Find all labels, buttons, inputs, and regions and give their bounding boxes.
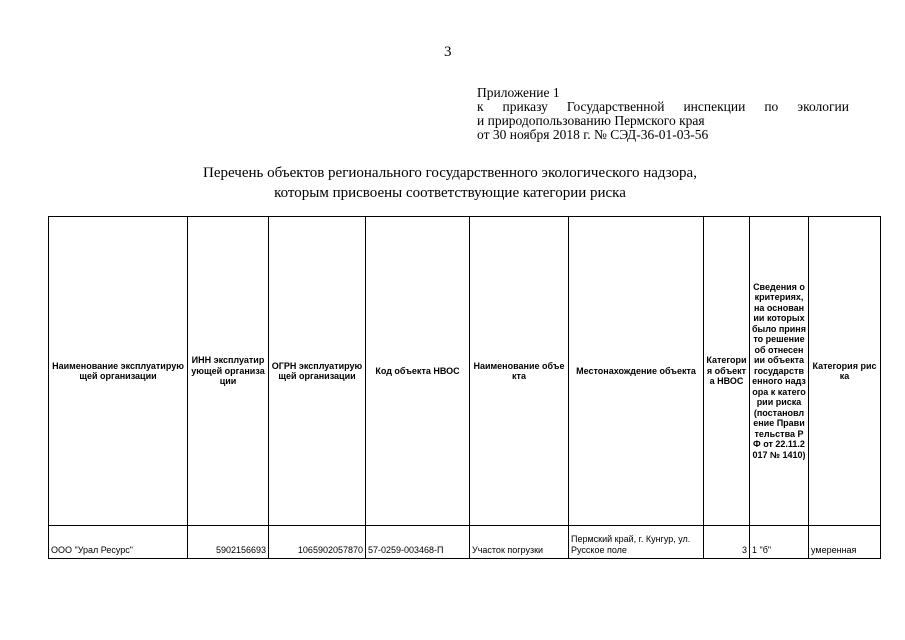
header-code: Код объекта НВОС xyxy=(366,217,470,526)
title-line-2: которым присвоены соответствующие категории риска xyxy=(274,185,626,201)
page-number: 3 xyxy=(444,44,452,60)
cell-code: 57-0259-003468-П xyxy=(366,526,470,559)
header-org: Наименование эксплуатирующей организации xyxy=(49,217,188,526)
cell-criteria: 1 "б" xyxy=(750,526,809,559)
appendix-line-4: от 30 ноября 2018 г. № СЭД-36-01-03-56 xyxy=(477,127,709,142)
appendix-line-3: и природопользованию Пермского края xyxy=(477,113,705,128)
header-criteria: Сведения о критериях, на основании которых было принято решение об отнесении объекта государственного надзора к категории риска (постановление Правительства РФ от 22.11.2017 № 1410) xyxy=(750,217,809,526)
cell-location: Пермский край, г. Кунгур, ул. Русское поле xyxy=(569,526,704,559)
header-category: Категория объекта НВОС xyxy=(704,217,750,526)
appendix-line-1: Приложение 1 xyxy=(477,85,560,100)
cell-object-name: Участок погрузки xyxy=(470,526,569,559)
header-object-name: Наименование объекта xyxy=(470,217,569,526)
cell-inn: 5902156693 xyxy=(188,526,269,559)
cell-ogrn: 1065902057870 xyxy=(269,526,366,559)
appendix-header xyxy=(477,86,849,142)
appendix-line-2: к приказу Государственной инспекции по экологии xyxy=(477,99,849,114)
cell-category: 3 xyxy=(704,526,750,559)
cell-org: ООО "Урал Ресурс" xyxy=(49,526,188,559)
objects-table xyxy=(48,216,881,559)
header-location: Местонахождение объекта xyxy=(569,217,704,526)
header-ogrn: ОГРН эксплуатирующей организации xyxy=(269,217,366,526)
table-row xyxy=(49,526,881,559)
table-header-row xyxy=(49,217,881,526)
header-risk: Категория риска xyxy=(809,217,881,526)
header-inn: ИНН эксплуатирующей организации xyxy=(188,217,269,526)
title-line-1: Перечень объектов регионального государственного экологического надзора, xyxy=(203,165,697,181)
cell-risk: умеренная xyxy=(809,526,881,559)
document-title xyxy=(150,163,750,203)
